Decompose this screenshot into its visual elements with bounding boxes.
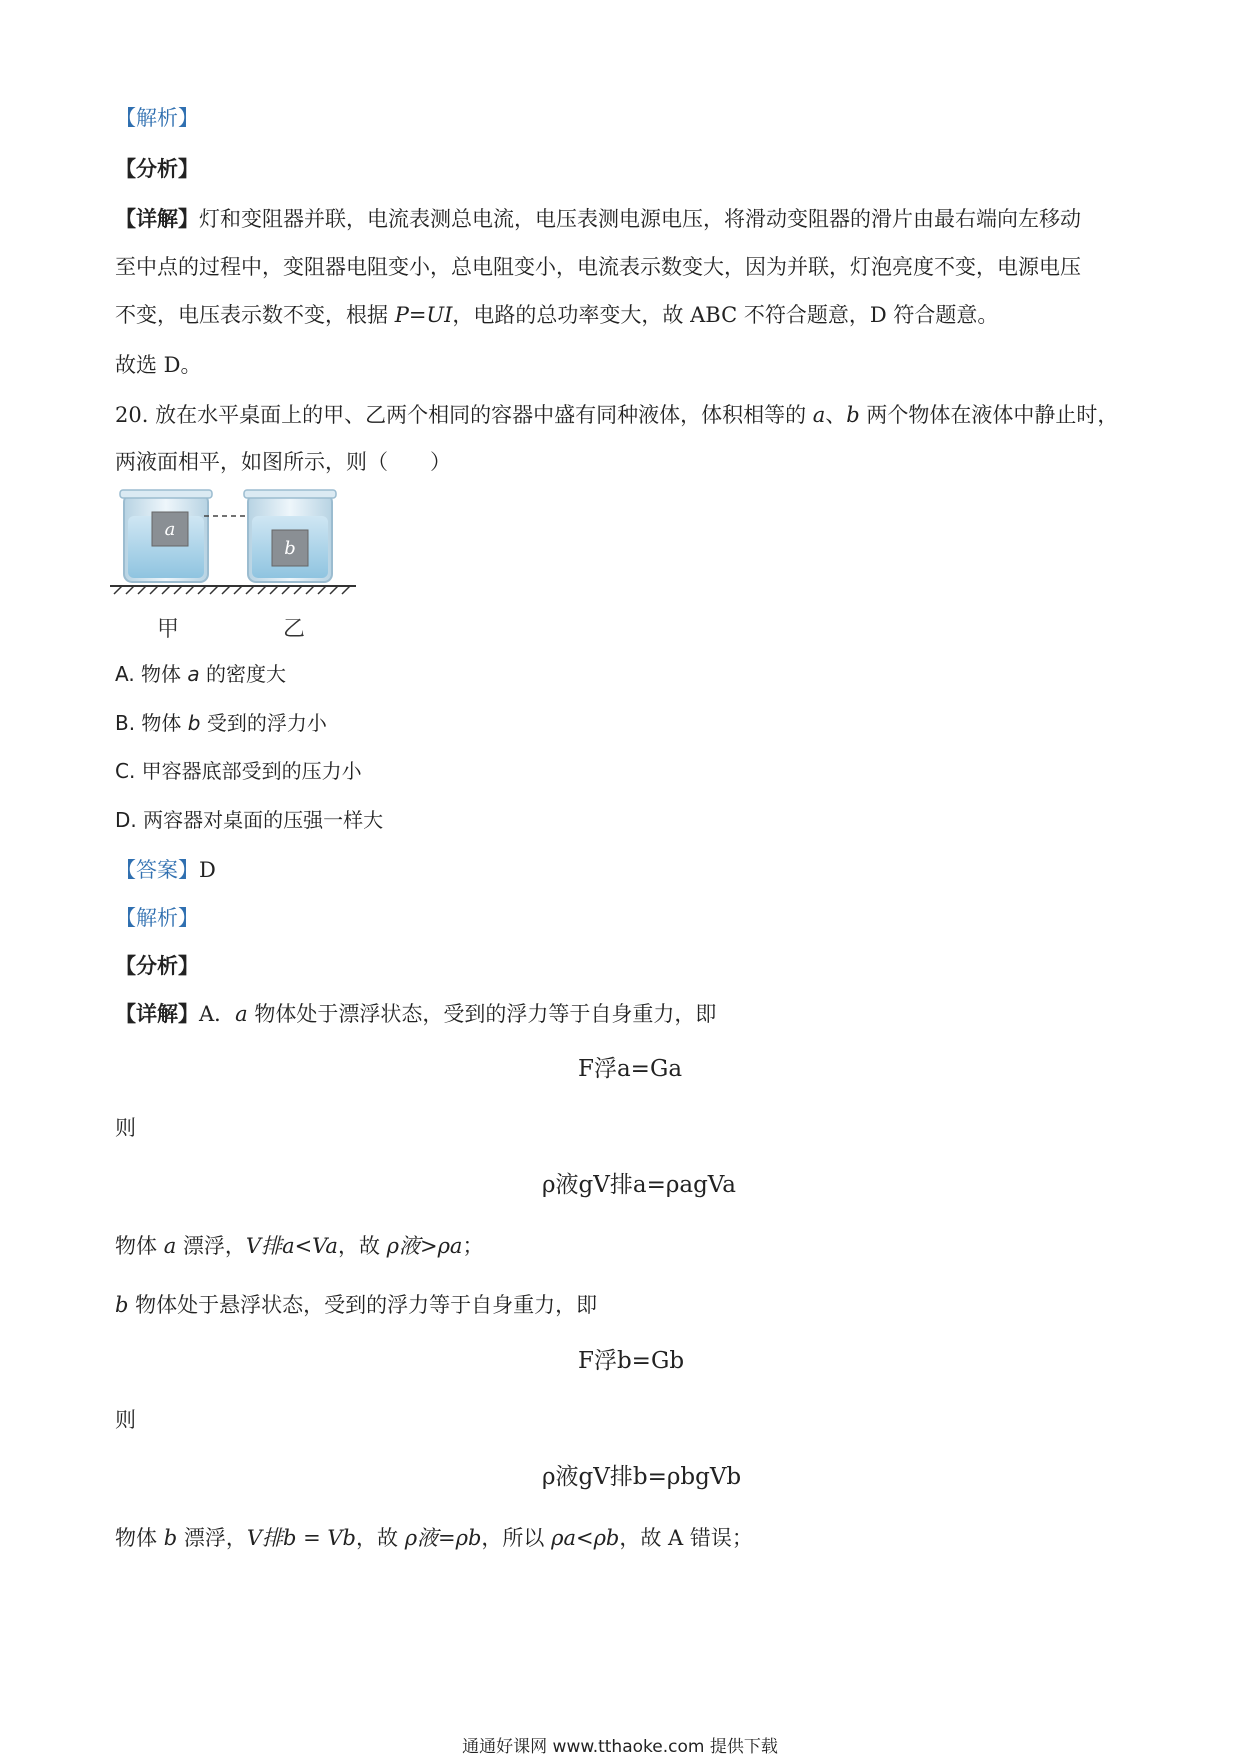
jiexi-heading-bottom: 【解析】 bbox=[115, 906, 199, 930]
b-float-mid: 漂浮， bbox=[177, 1526, 247, 1550]
b-float-line bbox=[115, 1528, 753, 1549]
xiangjie-tag-top: 【详解】 bbox=[115, 206, 199, 231]
beaker-yi bbox=[244, 490, 336, 582]
answer-tag: 【答案】 bbox=[115, 858, 199, 882]
option-a-var: a bbox=[187, 662, 200, 686]
xiangjie-text-1: 灯和变阻器并联，电流表测总电流，电压表测电源电压，将滑动变阻器的滑片由最右端向左移动 bbox=[199, 207, 1081, 231]
a-float-pre: 物体 bbox=[115, 1234, 164, 1258]
ze-2: 则 bbox=[115, 1408, 136, 1432]
fenxi-heading-bottom: 【分析】 bbox=[115, 953, 199, 978]
xiangjie-bottom-a: A． bbox=[199, 1002, 236, 1026]
xiangjie-line-2: 至中点的过程中，变阻器电阻变小，总电阻变小，电流表示数变大，因为并联，灯泡亮度不变，电源电压 bbox=[115, 255, 1081, 279]
a-float-rel1: V排a<Va bbox=[245, 1234, 338, 1258]
table-hatching bbox=[114, 586, 350, 594]
question-text-1a: 20. 放在水平桌面上的甲、乙两个相同的容器中盛有同种液体，体积相等的 bbox=[115, 403, 813, 427]
equation-1: F浮a=Ga bbox=[578, 1056, 683, 1082]
option-b-var: b bbox=[187, 711, 201, 735]
xiangjie-bottom-line-1 bbox=[115, 1003, 716, 1025]
answer-value: D bbox=[199, 858, 216, 882]
fenxi-heading-top: 【分析】 bbox=[115, 156, 199, 181]
a-float-mid2: ，故 bbox=[337, 1234, 387, 1258]
a-float-line bbox=[115, 1236, 483, 1257]
ze-1: 则 bbox=[115, 1116, 136, 1140]
xiangjie-bottom-text: 物体处于漂浮状态，受到的浮力等于自身重力，即 bbox=[247, 1002, 717, 1026]
b-float-end: ，故 A 错误； bbox=[619, 1526, 753, 1550]
b-float-rel1: V排b = Vb bbox=[246, 1526, 356, 1550]
block-b-label: b bbox=[284, 538, 296, 559]
question-var-b: b bbox=[846, 403, 860, 427]
option-a bbox=[115, 664, 286, 684]
question-line-2: 两液面相平，如图所示，则（ ） bbox=[115, 450, 451, 474]
beakers-figure bbox=[108, 488, 358, 648]
question-var-a: a bbox=[812, 403, 826, 427]
question-text-1b: 两个物体在液体中静止时， bbox=[859, 403, 1119, 427]
option-c: C. 甲容器底部受到的压力小 bbox=[115, 759, 362, 783]
option-b-post: 受到的浮力小 bbox=[200, 711, 327, 735]
xiangjie-line-3 bbox=[115, 305, 998, 326]
beaker-jia bbox=[120, 490, 212, 582]
option-a-pre: A. 物体 bbox=[115, 662, 188, 686]
answer-choice-top: 故选 D。 bbox=[115, 353, 202, 377]
b-float-rel3: ρa<ρb bbox=[551, 1526, 620, 1550]
a-float-rel2: ρ液>ρa bbox=[386, 1234, 463, 1258]
label-yi: 乙 bbox=[282, 617, 306, 642]
jiexi-heading-top: 【解析】 bbox=[115, 106, 199, 130]
block-a-label: a bbox=[164, 519, 176, 540]
label-jia: 甲 bbox=[156, 617, 180, 642]
b-suspend-line bbox=[115, 1295, 597, 1316]
b-float-pre: 物体 bbox=[115, 1526, 164, 1550]
xiangjie-tag-bottom: 【详解】 bbox=[115, 1001, 199, 1026]
xiangjie-text-3b: ，电路的总功率变大，故 ABC 不符合题意，D 符合题意。 bbox=[452, 303, 999, 327]
option-b bbox=[115, 713, 327, 733]
page-footer: 通通好课网 www.tthaoke.com 提供下载 bbox=[462, 1737, 778, 1757]
b-float-rel2: ρ液=ρb bbox=[404, 1526, 482, 1550]
option-a-post: 的密度大 bbox=[199, 662, 287, 686]
equation-4: ρ液gV排b=ρbgVb bbox=[542, 1464, 742, 1490]
power-formula: P=UI bbox=[394, 303, 453, 327]
xiangjie-text-3a: 不变，电压表示数不变，根据 bbox=[115, 303, 395, 327]
question-line-1 bbox=[115, 405, 1118, 426]
b-suspend-var: b bbox=[115, 1293, 129, 1317]
a-float-end: ； bbox=[462, 1234, 484, 1258]
equation-2: ρ液gV排a=ρagVa bbox=[542, 1172, 737, 1198]
b-suspend-text: 物体处于悬浮状态，受到的浮力等于自身重力，即 bbox=[128, 1293, 598, 1317]
a-float-var: a bbox=[163, 1234, 177, 1258]
equation-3: F浮b=Gb bbox=[578, 1348, 685, 1374]
b-float-var: b bbox=[163, 1526, 178, 1550]
option-b-pre: B. 物体 bbox=[115, 711, 188, 735]
a-float-mid: 漂浮， bbox=[176, 1234, 246, 1258]
b-float-mid3: ，所以 bbox=[481, 1526, 552, 1550]
answer-line bbox=[115, 860, 216, 881]
xiangjie-line-1 bbox=[115, 208, 1081, 230]
b-float-mid2: ，故 bbox=[356, 1526, 405, 1550]
option-d: D. 两容器对桌面的压强一样大 bbox=[115, 808, 384, 832]
xiangjie-bottom-var: a bbox=[235, 1002, 248, 1026]
question-sep: 、 bbox=[825, 403, 847, 427]
